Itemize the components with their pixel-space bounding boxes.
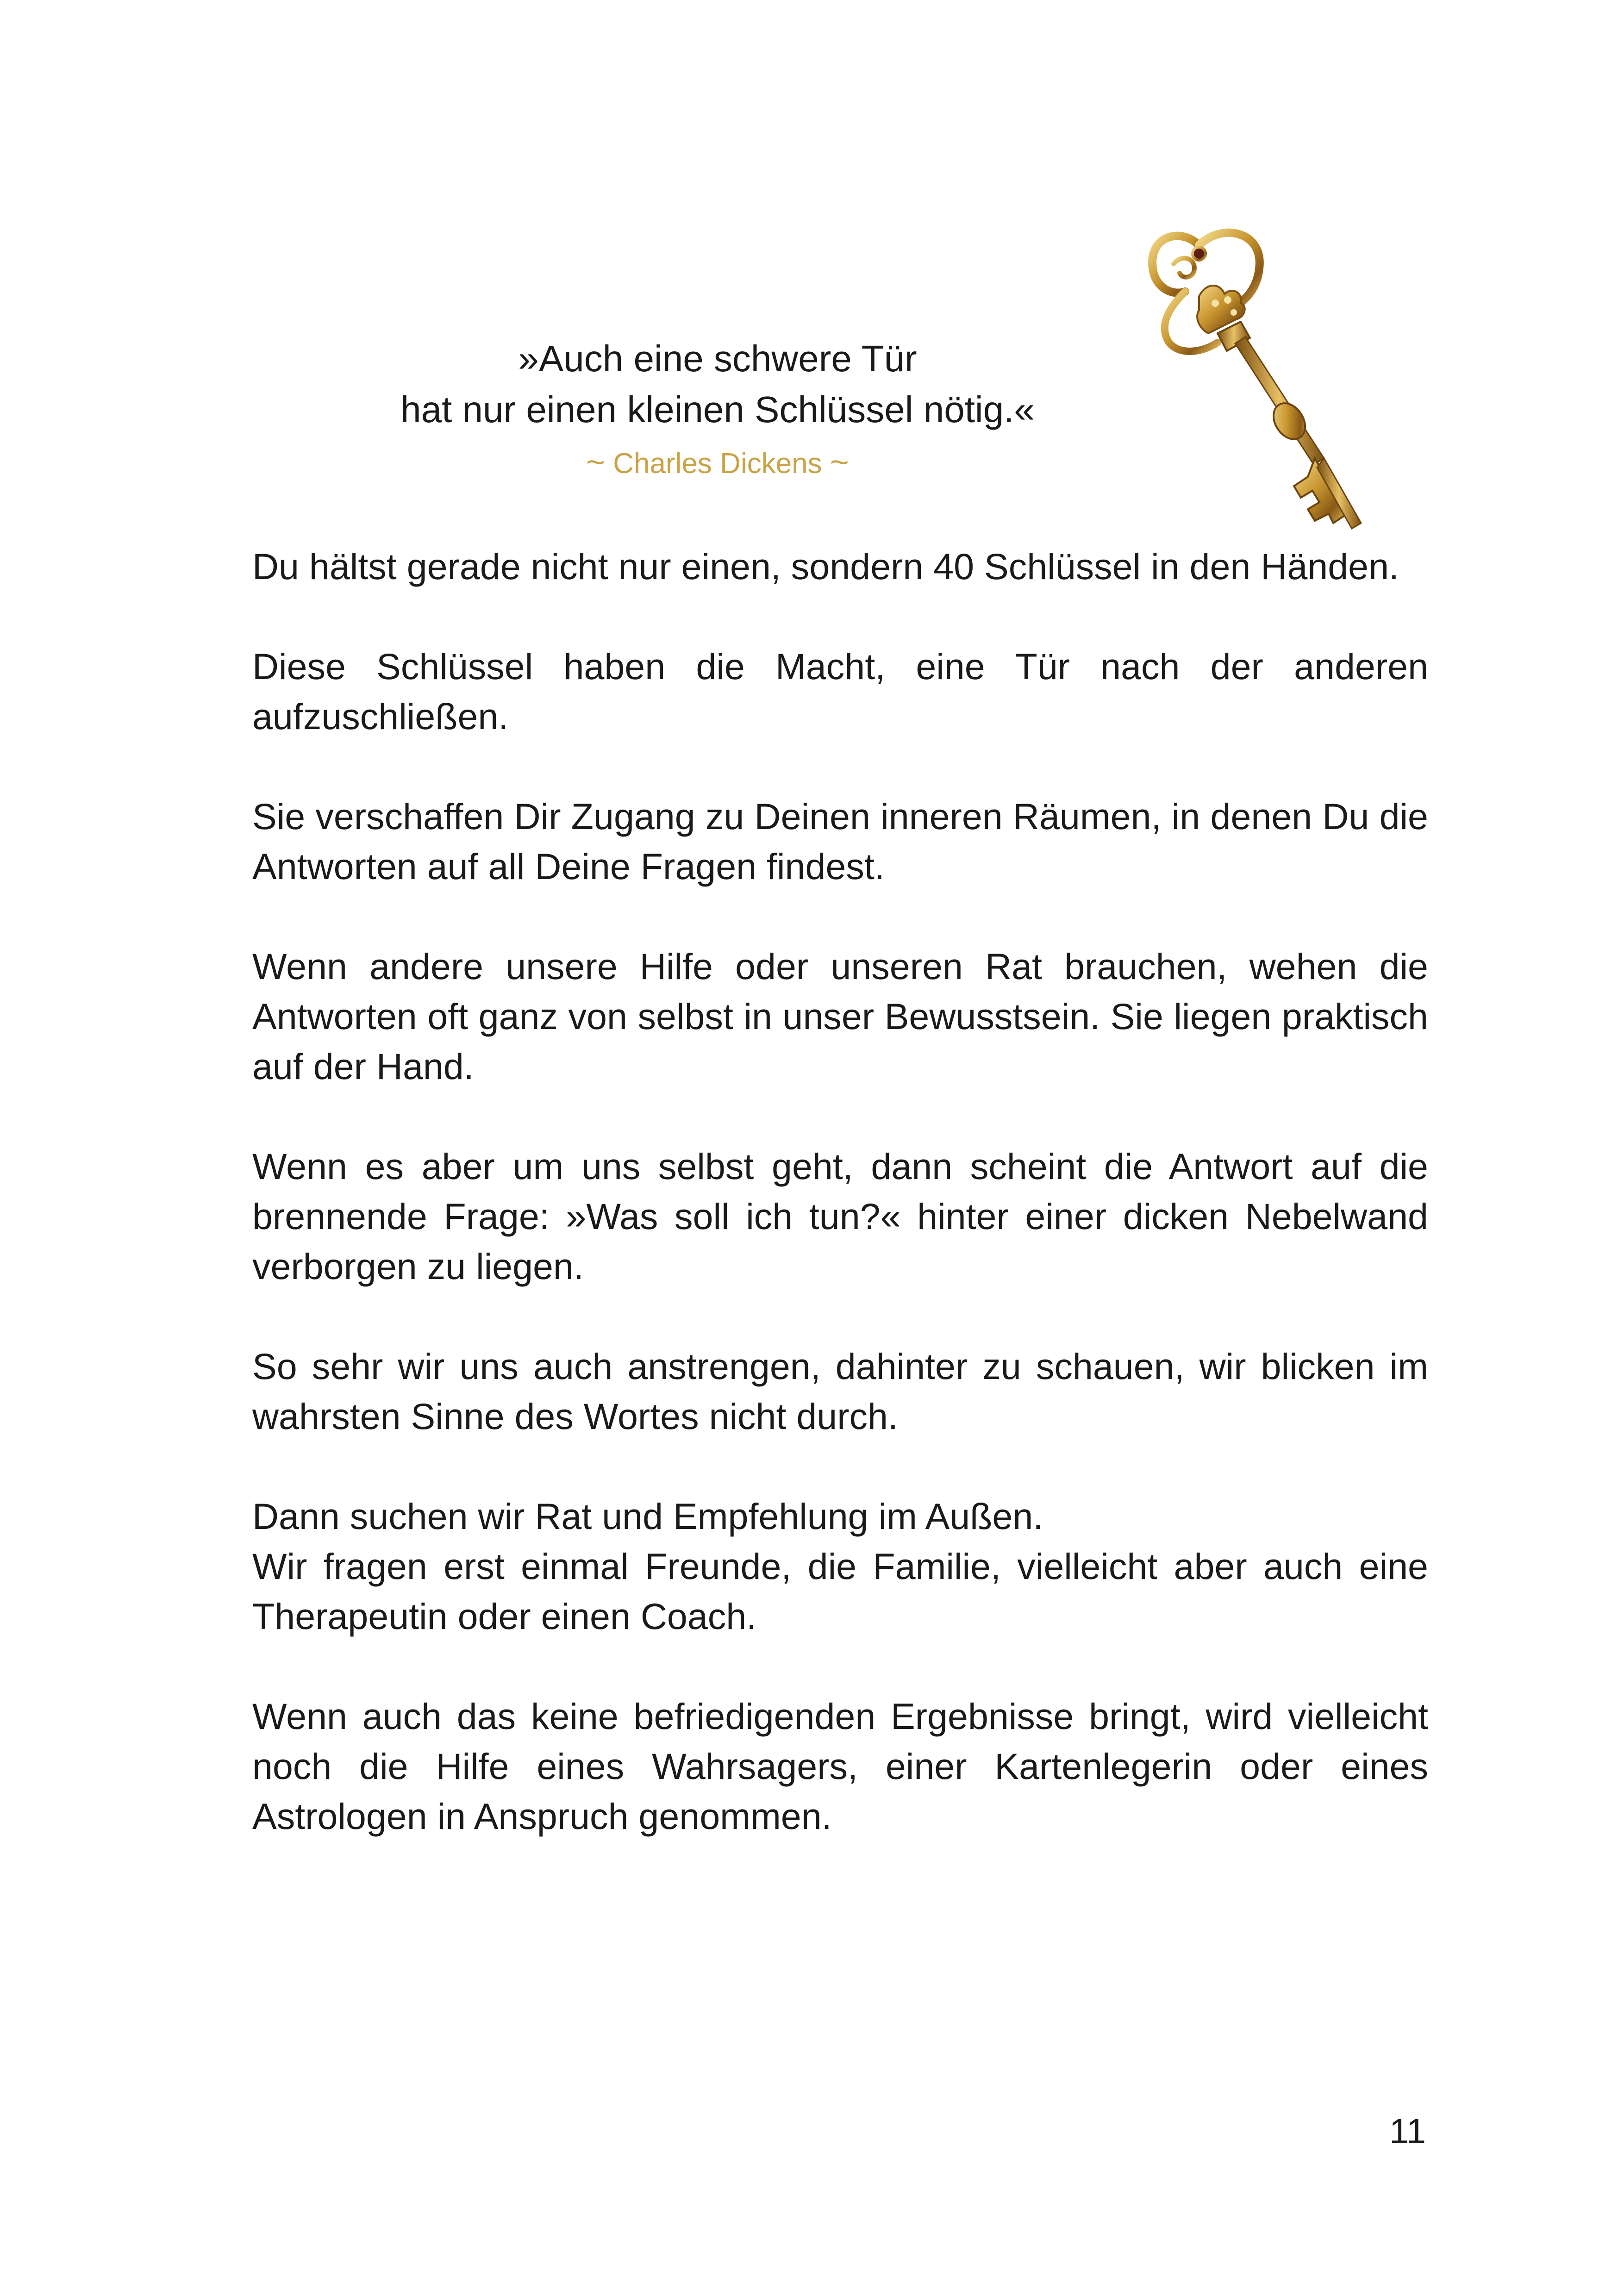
tilde-ornament-right: ~ bbox=[830, 444, 849, 480]
paragraph-3: Sie verschaffen Dir Zugang zu Deinen inneren Räumen, in denen Du die Antworten auf all Deine Fragen findest. bbox=[252, 796, 1428, 887]
key-icon bbox=[1130, 218, 1389, 542]
quote-line-2: hat nur einen kleinen Schlüssel nötig.« bbox=[400, 389, 1035, 430]
paragraph-4: Wenn andere unsere Hilfe oder unseren Rat brauchen, wehen die Antworten oft ganz von selbst in unser Bewusstsein. Sie liegen praktisch auf der Hand. bbox=[252, 946, 1428, 1087]
paragraph-5: Wenn es aber um uns selbst geht, dann scheint die Antwort auf die brennende Frage: »Was soll ich tun?« hinter einer dicken Nebelwand verborgen zu liegen. bbox=[252, 1146, 1428, 1287]
paragraph-8: Wir fragen erst einmal Freunde, die Familie, vielleicht aber auch eine Therapeutin oder einen Coach. bbox=[252, 1546, 1428, 1637]
paragraph-9: Wenn auch das keine befriedigenden Ergebnisse bringt, wird vielleicht noch die Hilfe eines Wahrsagers, einer Kartenlegerin oder eines Astrologen in Anspruch genommen. bbox=[252, 1696, 1428, 1837]
paragraph-6: So sehr wir uns auch anstrengen, dahinter zu schauen, wir blicken im wahrsten Sinne des Wortes nicht durch. bbox=[252, 1346, 1428, 1437]
epigraph-quote bbox=[324, 333, 1111, 482]
page-number: 11 bbox=[1389, 2112, 1426, 2151]
paragraph-1: Du hältst gerade nicht nur einen, sondern 40 Schlüssel in den Händen. bbox=[252, 546, 1399, 587]
body-text bbox=[252, 542, 1428, 1891]
quote-line-1: »Auch eine schwere Tür bbox=[518, 338, 917, 379]
quote-author: Charles Dickens bbox=[613, 448, 822, 480]
paragraph-2: Diese Schlüssel haben die Macht, eine Tür nach der anderen aufzuschließen. bbox=[252, 646, 1428, 737]
paragraph-7: Dann suchen wir Rat und Empfehlung im Außen. bbox=[252, 1496, 1043, 1537]
quote-attribution bbox=[324, 443, 1111, 482]
tilde-ornament-left: ~ bbox=[586, 444, 606, 480]
